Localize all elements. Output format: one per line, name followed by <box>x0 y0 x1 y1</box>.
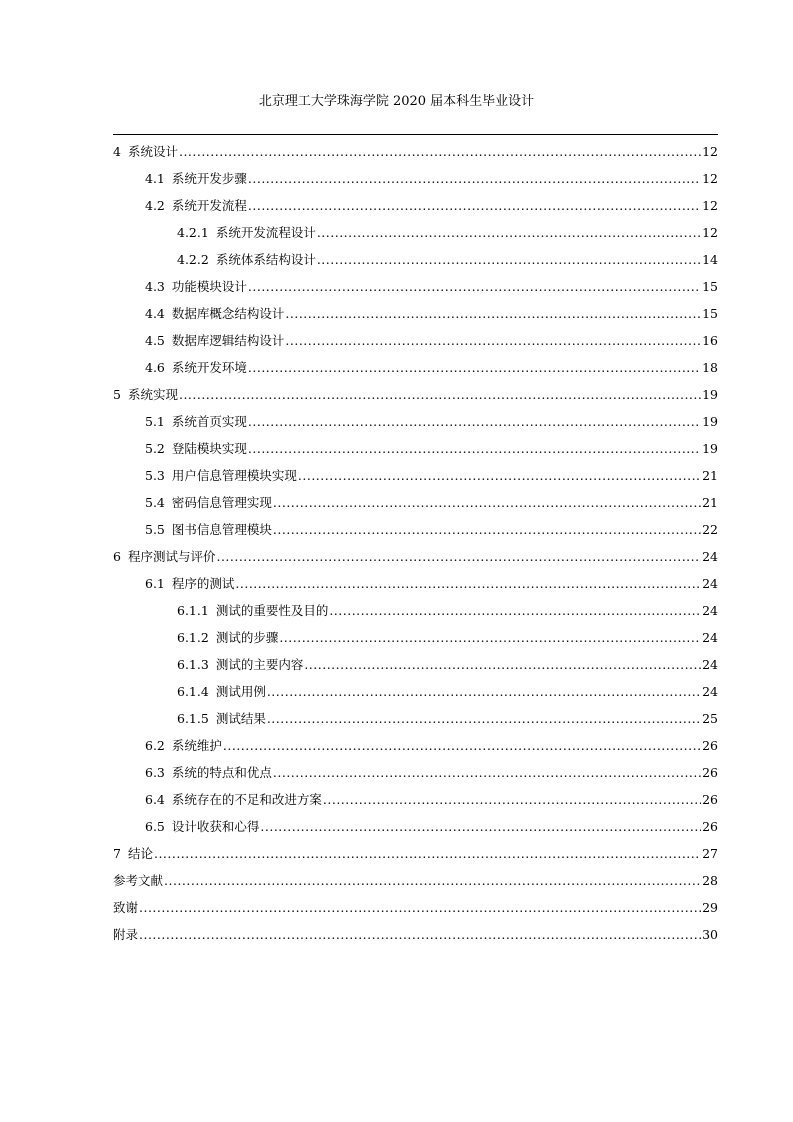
toc-entry[interactable] <box>113 624 718 651</box>
toc-dot-leader <box>179 381 701 408</box>
toc-entry[interactable] <box>113 300 718 327</box>
toc-entry[interactable] <box>113 813 718 840</box>
toc-entry-number: 4.3 <box>145 279 165 294</box>
toc-entry-number: 4 <box>113 144 121 159</box>
toc-entry-page: 28 <box>702 873 718 888</box>
toc-entry[interactable] <box>113 192 718 219</box>
toc-dot-leader <box>179 138 701 165</box>
toc-entry-title: 系统体系结构设计 <box>215 252 316 267</box>
toc-entry-page: 12 <box>702 171 718 186</box>
toc-entry[interactable] <box>113 165 718 192</box>
toc-entry-number: 6.1.4 <box>177 684 209 699</box>
toc-entry-title: 系统开发步骤 <box>171 171 247 186</box>
toc-dot-leader <box>317 246 701 273</box>
toc-dot-leader <box>139 894 701 921</box>
toc-entry-number: 6.1.1 <box>177 603 209 618</box>
toc-entry[interactable] <box>113 435 718 462</box>
toc-entry-page: 24 <box>702 657 718 672</box>
toc-entry-page: 24 <box>702 684 718 699</box>
toc-entry-title: 系统维护 <box>171 738 222 753</box>
toc-entry-number: 6.1.3 <box>177 657 209 672</box>
toc-entry-number: 5.4 <box>145 495 165 510</box>
toc-entry[interactable] <box>113 327 718 354</box>
toc-entry[interactable] <box>113 543 718 570</box>
toc-entry-number: 6.3 <box>145 765 165 780</box>
toc-entry-page: 18 <box>702 360 718 375</box>
toc-entry-title: 参考文献 <box>113 873 164 888</box>
toc-dot-leader <box>267 705 701 732</box>
toc-dot-leader <box>235 570 701 597</box>
toc-dot-leader <box>248 273 701 300</box>
toc-entry[interactable] <box>113 219 718 246</box>
toc-dot-leader <box>329 597 701 624</box>
toc-entry[interactable] <box>113 921 718 948</box>
toc-entry-number: 6 <box>113 549 121 564</box>
toc-entry[interactable] <box>113 381 718 408</box>
toc-entry[interactable] <box>113 570 718 597</box>
toc-entry[interactable] <box>113 489 718 516</box>
toc-entry-page: 29 <box>702 900 718 915</box>
toc-entry[interactable] <box>113 894 718 921</box>
toc-entry[interactable] <box>113 732 718 759</box>
toc-dot-leader <box>273 516 701 543</box>
toc-entry-number: 6.2 <box>145 738 165 753</box>
toc-entry-page: 15 <box>702 279 718 294</box>
toc-dot-leader <box>273 489 701 516</box>
toc-entry-page: 24 <box>702 630 718 645</box>
toc-entry-number: 6.1.5 <box>177 711 209 726</box>
toc-entry-page: 26 <box>702 738 718 753</box>
toc-entry-title: 系统实现 <box>127 387 178 402</box>
toc-entry-number: 6.1.2 <box>177 630 209 645</box>
toc-entry-page: 24 <box>702 576 718 591</box>
toc-dot-leader <box>248 354 701 381</box>
toc-entry-title: 系统存在的不足和改进方案 <box>171 792 322 807</box>
toc-entry-page: 27 <box>702 846 718 861</box>
toc-entry-number: 4.2 <box>145 198 165 213</box>
toc-entry-number: 4.2.1 <box>177 225 209 240</box>
toc-dot-leader <box>248 408 701 435</box>
toc-entry[interactable] <box>113 462 718 489</box>
toc-entry-number: 6.1 <box>145 576 165 591</box>
toc-entry-page: 12 <box>702 198 718 213</box>
toc-dot-leader <box>304 651 701 678</box>
toc-entry-title: 用户信息管理模块实现 <box>171 468 297 483</box>
toc-entry-title: 系统开发环境 <box>171 360 247 375</box>
toc-entry-page: 24 <box>702 549 718 564</box>
toc-entry-page: 15 <box>702 306 718 321</box>
toc-entry-title: 测试的重要性及目的 <box>215 603 329 618</box>
toc-entry-title: 系统设计 <box>127 144 178 159</box>
toc-entry[interactable] <box>113 354 718 381</box>
toc-entry-number: 7 <box>113 846 121 861</box>
toc-entry-number: 4.5 <box>145 333 165 348</box>
toc-entry[interactable] <box>113 678 718 705</box>
toc-dot-leader <box>223 732 701 759</box>
toc-dot-leader <box>248 435 701 462</box>
toc-entry-page: 26 <box>702 819 718 834</box>
toc-entry-title: 致谢 <box>113 900 139 915</box>
toc-dot-leader <box>164 867 701 894</box>
toc-entry[interactable] <box>113 840 718 867</box>
table-of-contents <box>113 138 718 948</box>
toc-entry-title: 测试的主要内容 <box>215 657 304 672</box>
toc-entry-page: 12 <box>702 144 718 159</box>
toc-entry[interactable] <box>113 516 718 543</box>
toc-entry-number: 4.4 <box>145 306 165 321</box>
toc-entry-title: 功能模块设计 <box>171 279 247 294</box>
toc-entry-number: 5 <box>113 387 121 402</box>
toc-entry-page: 22 <box>702 522 718 537</box>
toc-entry[interactable] <box>113 705 718 732</box>
toc-entry-page: 19 <box>702 441 718 456</box>
toc-entry-title: 结论 <box>127 846 153 861</box>
toc-entry-page: 24 <box>702 603 718 618</box>
toc-entry[interactable] <box>113 759 718 786</box>
toc-dot-leader <box>273 759 701 786</box>
toc-entry-title: 系统开发流程 <box>171 198 247 213</box>
toc-entry-title: 测试结果 <box>215 711 266 726</box>
toc-dot-leader <box>248 165 701 192</box>
toc-entry-number: 4.2.2 <box>177 252 209 267</box>
toc-entry-page: 26 <box>702 792 718 807</box>
toc-dot-leader <box>248 192 701 219</box>
toc-dot-leader <box>279 624 701 651</box>
toc-entry-number: 4.1 <box>145 171 165 186</box>
toc-entry-page: 16 <box>702 333 718 348</box>
toc-entry-title: 测试的步骤 <box>215 630 279 645</box>
toc-dot-leader <box>154 840 701 867</box>
toc-entry-title: 登陆模块实现 <box>171 441 247 456</box>
toc-dot-leader <box>317 219 701 246</box>
toc-entry-page: 19 <box>702 387 718 402</box>
toc-entry[interactable] <box>113 786 718 813</box>
toc-entry[interactable] <box>113 273 718 300</box>
toc-entry[interactable] <box>113 651 718 678</box>
toc-entry-page: 21 <box>702 468 718 483</box>
toc-entry[interactable] <box>113 408 718 435</box>
toc-entry-title: 系统开发流程设计 <box>215 225 316 240</box>
toc-entry-title: 设计收获和心得 <box>171 819 260 834</box>
toc-entry-title: 密码信息管理实现 <box>171 495 272 510</box>
toc-entry-page: 21 <box>702 495 718 510</box>
toc-entry-page: 30 <box>702 927 718 942</box>
page-header: 北京理工大学珠海学院 2020 届本科生毕业设计 <box>258 94 535 109</box>
toc-dot-leader <box>285 300 701 327</box>
toc-entry[interactable] <box>113 597 718 624</box>
toc-entry-number: 5.2 <box>145 441 165 456</box>
toc-entry-page: 12 <box>702 225 718 240</box>
header-rule <box>113 134 718 135</box>
toc-entry-title: 图书信息管理模块 <box>171 522 272 537</box>
toc-dot-leader <box>267 678 701 705</box>
toc-entry-number: 6.5 <box>145 819 165 834</box>
toc-entry-title: 程序的测试 <box>171 576 235 591</box>
toc-dot-leader <box>216 543 701 570</box>
toc-entry[interactable] <box>113 138 718 165</box>
toc-entry-number: 5.3 <box>145 468 165 483</box>
toc-dot-leader <box>139 921 701 948</box>
toc-entry-number: 5.1 <box>145 414 165 429</box>
toc-entry-page: 19 <box>702 414 718 429</box>
toc-entry-page: 26 <box>702 765 718 780</box>
toc-dot-leader <box>260 813 701 840</box>
toc-entry-title: 程序测试与评价 <box>127 549 216 564</box>
toc-entry-title: 系统的特点和优点 <box>171 765 272 780</box>
toc-entry-title: 系统首页实现 <box>171 414 247 429</box>
toc-entry[interactable] <box>113 867 718 894</box>
toc-entry-number: 6.4 <box>145 792 165 807</box>
toc-entry[interactable] <box>113 246 718 273</box>
toc-entry-number: 5.5 <box>145 522 165 537</box>
toc-entry-title: 数据库概念结构设计 <box>171 306 285 321</box>
toc-entry-title: 数据库逻辑结构设计 <box>171 333 285 348</box>
toc-dot-leader <box>298 462 701 489</box>
toc-entry-page: 25 <box>702 711 718 726</box>
toc-entry-title: 测试用例 <box>215 684 266 699</box>
toc-entry-number: 4.6 <box>145 360 165 375</box>
toc-entry-page: 14 <box>702 252 718 267</box>
toc-entry-title: 附录 <box>113 927 139 942</box>
toc-dot-leader <box>285 327 701 354</box>
toc-dot-leader <box>323 786 701 813</box>
